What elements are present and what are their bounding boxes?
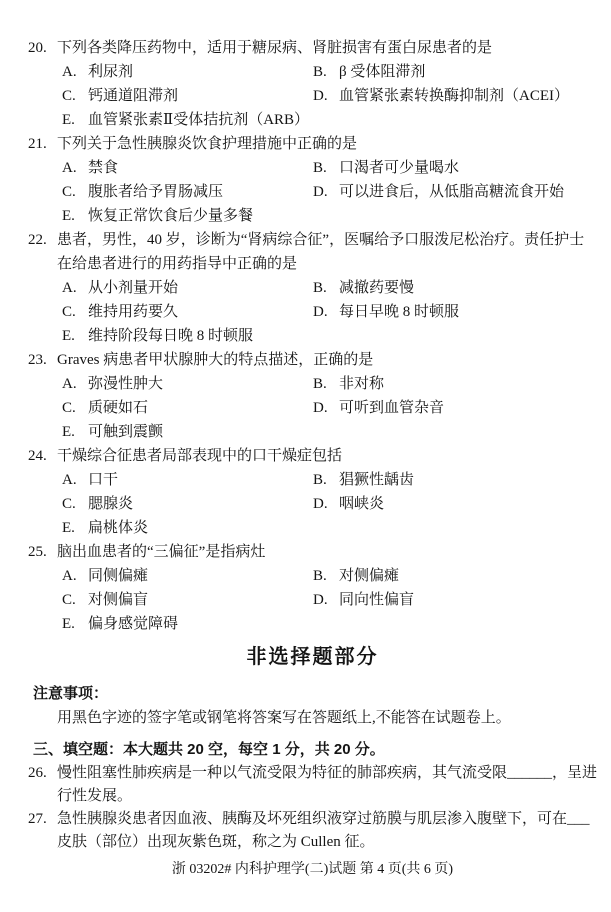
option-a [62, 276, 313, 300]
question-26 [28, 762, 597, 808]
option-text: 钙通道阻滞剂 [88, 88, 179, 104]
option-text: 对侧偏瘫 [339, 568, 400, 584]
option-row [57, 516, 597, 540]
option-b [313, 564, 597, 588]
option-text: 口渴者可少量喝水 [339, 160, 460, 176]
question-24 [28, 444, 597, 540]
option-label: D. [313, 88, 328, 104]
fill-section-title: 三、填空题：本大题共 20 空，每空 1 分，共 20 分。 [33, 741, 385, 758]
option-d [313, 588, 597, 612]
option-text: 恢复正常饮食后少量多餐 [88, 208, 254, 224]
option-text: 口干 [88, 472, 119, 488]
option-row [57, 420, 597, 444]
option-row [57, 372, 597, 396]
option-label: E. [62, 520, 75, 536]
option-label: A. [62, 64, 77, 80]
question-stem: 脑出血患者的“三偏征”是指病灶 [57, 544, 266, 560]
option-text: 每日早晚 8 时顿服 [339, 304, 460, 320]
option-label: E. [62, 616, 75, 632]
option-label: C. [62, 304, 76, 320]
question-number: 22. [28, 232, 47, 248]
option-c [62, 588, 313, 612]
option-label: C. [62, 88, 76, 104]
option-d [313, 180, 597, 204]
question-21 [28, 132, 597, 228]
option-label: C. [62, 496, 76, 512]
option-row [57, 564, 597, 588]
option-text: 腹胀者给予胃肠减压 [88, 184, 224, 200]
option-label: E. [62, 328, 75, 344]
question-number: 23. [28, 352, 47, 368]
option-a [62, 564, 313, 588]
option-label: D. [313, 184, 328, 200]
option-label: A. [62, 568, 77, 584]
option-row [57, 612, 597, 636]
question-stem: 下列关于急性胰腺炎饮食护理措施中正确的是 [57, 136, 358, 152]
option-d [313, 300, 597, 324]
option-c [62, 396, 313, 420]
question-number: 24. [28, 448, 47, 464]
option-label: D. [313, 400, 328, 416]
option-row [57, 84, 597, 108]
option-a [62, 372, 313, 396]
option-label: A. [62, 160, 77, 176]
option-text: 猖獗性龋齿 [339, 472, 415, 488]
question-23 [28, 348, 597, 444]
option-text: β 受体阻滞剂 [339, 64, 426, 80]
option-text: 可触到震颤 [88, 424, 164, 440]
option-label: A. [62, 472, 77, 488]
option-a [62, 60, 313, 84]
option-text: 禁食 [88, 160, 119, 176]
section-heading: 非选择题部分 [246, 646, 379, 668]
option-e [62, 516, 313, 540]
option-row [57, 276, 597, 300]
option-label: D. [313, 304, 328, 320]
option-e [62, 612, 313, 636]
option-row [57, 492, 597, 516]
option-text: 扁桃体炎 [88, 520, 149, 536]
option-c [62, 300, 313, 324]
option-row [57, 468, 597, 492]
option-text: 非对称 [339, 376, 385, 392]
question-27 [28, 808, 597, 854]
option-label: D. [313, 496, 328, 512]
option-text: 质硬如石 [88, 400, 149, 416]
option-text: 维持阶段每日晚 8 时顿服 [88, 328, 254, 344]
option-label: B. [313, 568, 327, 584]
question-stem: 干燥综合征患者局部表现中的口干燥症包括 [57, 448, 343, 464]
option-text: 血管紧张素转换酶抑制剂（ACEI） [339, 88, 569, 104]
option-label: B. [313, 376, 327, 392]
option-text: 弥漫性肿大 [88, 376, 164, 392]
question-stem: Graves 病患者甲状腺肿大的特点描述，正确的是 [57, 352, 374, 368]
notes-body: 用黑色字迹的签字笔或钢笔将答案写在答题纸上,不能答在试题卷上。 [57, 710, 511, 726]
option-label: E. [62, 112, 75, 128]
option-text: 可听到血管杂音 [339, 400, 445, 416]
option-label: C. [62, 400, 76, 416]
option-label: C. [62, 592, 76, 608]
option-a [62, 156, 313, 180]
option-text: 利尿剂 [88, 64, 134, 80]
option-b [313, 60, 597, 84]
page-footer: 浙 03202# 内科护理学(二)试题 第 4 页(共 6 页) [171, 862, 454, 877]
question-number: 25. [28, 544, 47, 560]
option-row [57, 300, 597, 324]
option-c [62, 180, 313, 204]
question-25 [28, 540, 597, 636]
option-e [62, 324, 313, 348]
option-label: E. [62, 424, 75, 440]
option-label: C. [62, 184, 76, 200]
option-b [313, 372, 597, 396]
question-number: 27. [28, 811, 47, 827]
option-text: 减撤药要慢 [339, 280, 415, 296]
option-label: A. [62, 280, 77, 296]
option-c [62, 84, 313, 108]
option-text: 偏身感觉障碍 [88, 616, 179, 632]
option-row [57, 204, 597, 228]
option-e [62, 420, 313, 444]
option-label: D. [313, 592, 328, 608]
option-text: 同向性偏盲 [339, 592, 415, 608]
option-text: 对侧偏盲 [88, 592, 149, 608]
option-row [57, 60, 597, 84]
question-stem: 患者，男性，40 岁，诊断为“肾病综合征”，医嘱给予口服泼尼松治疗。责任护士在给患者进行的用药指导中正确的是 [57, 232, 585, 272]
option-label: B. [313, 160, 327, 176]
option-b [313, 276, 597, 300]
question-text: 急性胰腺炎患者因血液、胰酶及坏死组织液穿过筋膜与肌层渗入腹壁下，可在___ 皮肤（部位）出现灰紫色斑，称之为 Cullen 征。 [57, 811, 590, 850]
option-row [57, 108, 597, 132]
option-text: 维持用药要久 [88, 304, 179, 320]
option-label: B. [313, 280, 327, 296]
option-text: 可以进食后，从低脂高糖流食开始 [339, 184, 565, 200]
option-c [62, 492, 313, 516]
option-e [62, 204, 313, 228]
option-row [57, 324, 597, 348]
option-label: A. [62, 376, 77, 392]
option-a [62, 468, 313, 492]
notes-title: 注意事项： [33, 685, 109, 702]
question-22 [28, 228, 597, 348]
option-row [57, 396, 597, 420]
option-row [57, 180, 597, 204]
option-row [57, 588, 597, 612]
option-b [313, 156, 597, 180]
question-text: 慢性阻塞性肺疾病是一种以气流受限为特征的肺部疾病，其气流受限______，呈进行性发展。 [57, 765, 598, 804]
option-d [313, 396, 597, 420]
option-d [313, 492, 597, 516]
option-text: 从小剂量开始 [88, 280, 179, 296]
option-text: 同侧偏瘫 [88, 568, 149, 584]
option-e [62, 108, 313, 132]
option-label: B. [313, 64, 327, 80]
option-text: 咽峡炎 [339, 496, 385, 512]
option-label: B. [313, 472, 327, 488]
question-stem: 下列各类降压药物中，适用于糖尿病、肾脏损害有蛋白尿患者的是 [57, 40, 493, 56]
option-row [57, 156, 597, 180]
option-d [313, 84, 597, 108]
option-b [313, 468, 597, 492]
option-label: E. [62, 208, 75, 224]
question-20 [28, 36, 597, 132]
option-text: 血管紧张素Ⅱ受体拮抗剂（ARB） [88, 112, 310, 128]
question-number: 20. [28, 40, 47, 56]
option-text: 腮腺炎 [88, 496, 134, 512]
question-number: 21. [28, 136, 47, 152]
question-number: 26. [28, 765, 47, 781]
